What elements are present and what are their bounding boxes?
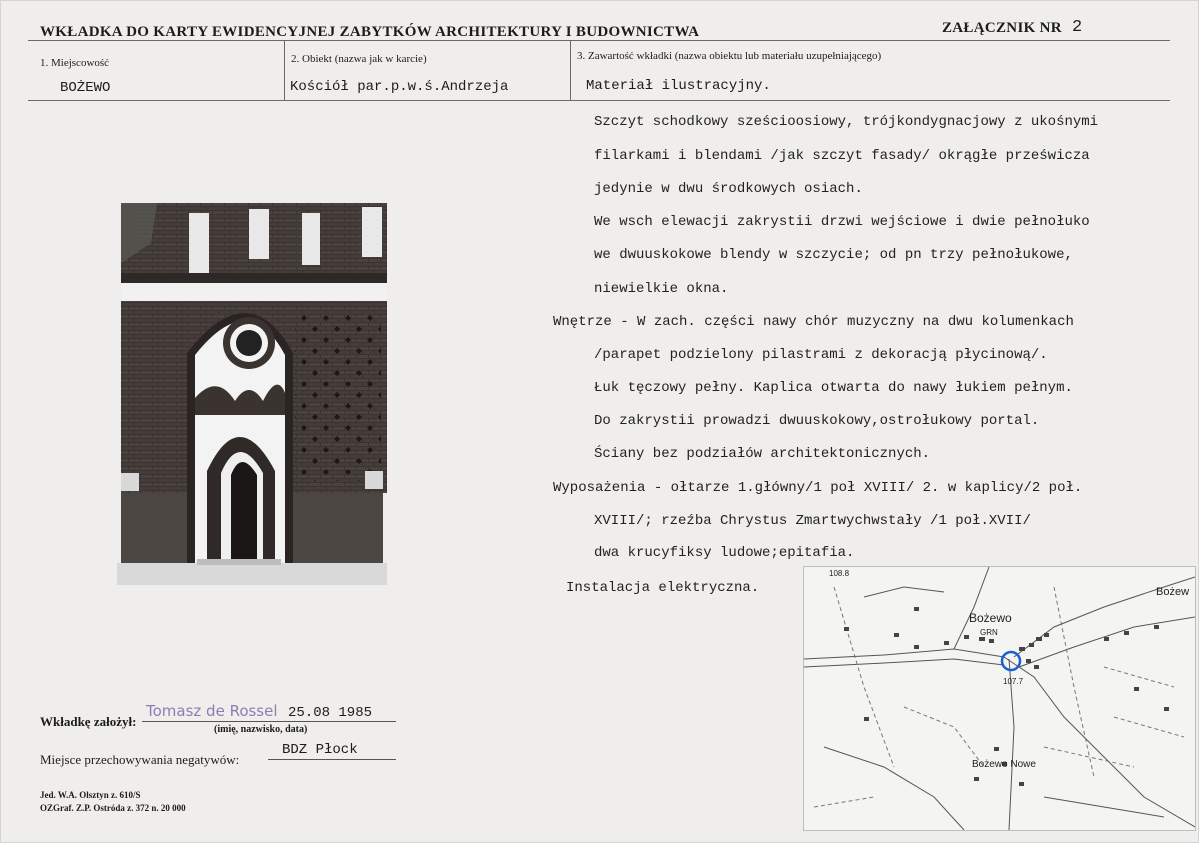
header-rule-top [28, 40, 1170, 41]
founder-label: Wkładkę założył: [40, 714, 137, 729]
description-line: XVIII/; rzeźba Chrystus Zmartwychwstały /1 poł.XVII/ [594, 513, 1031, 529]
print-line-2: OZGraf. Z.P. Ostróda z. 372 n. 20 000 [40, 803, 186, 813]
annex-label: ZAŁĄCZNIK NR [942, 20, 1062, 36]
founder-line [142, 721, 396, 722]
description-line: Wyposażenia - ołtarze 1.główny/1 poł XVIII/ 2. w kaplicy/2 poł. [553, 480, 1083, 496]
founder-name: Tomasz de Rossel [146, 702, 278, 720]
location-map [803, 566, 1196, 831]
description-line: We wsch elewacji zakrystii drzwi wejściowe i dwie pełnołuko [594, 214, 1090, 230]
description-line: Do zakrystii prowadzi dwuuskokowy,ostrołukowy portal. [594, 413, 1040, 429]
header-divider-2 [570, 41, 571, 100]
object-label: 2. Obiekt (nazwa jak w karcie) [291, 53, 427, 65]
description-line: jedynie w dwu środkowych osiach. [594, 181, 863, 197]
negatives-label: Miejsce przechowywania negatywów: [40, 752, 240, 767]
description-line: Szczyt schodkowy sześcioosiowy, trójkondygnacjowy z ukośnymi [594, 114, 1099, 130]
locality-label: 1. Miejscowość [40, 57, 110, 69]
founder-date: 25.08 1985 [288, 705, 373, 721]
locality-value: BOŻEWO [60, 80, 111, 96]
header-rule-bottom [28, 100, 1170, 101]
church-photo [117, 203, 387, 585]
description-line: filarkami i blendami /jak szczyt fasady/ okrągłe prześwicza [594, 148, 1090, 164]
object-value: Kościół par.p.w.ś.Andrzeja [290, 79, 509, 95]
description-line: /parapet podzielony pilastrami z dekoracją płycinową/. [594, 347, 1048, 363]
description-line: Ściany bez podziałów architektonicznych. [594, 446, 931, 462]
description-line: niewielkie okna. [594, 281, 729, 297]
map-label-elevation: 107.7 [1003, 677, 1024, 686]
description-line: Instalacja elektryczna. [566, 580, 760, 596]
description-line: we dwuuskokowe blendy w szczycie; od pn trzy pełnołukowe, [594, 247, 1073, 263]
print-line-1: Jed. W.A. Olsztyn z. 610/S [40, 790, 141, 800]
negatives-value: BDZ Płock [282, 742, 358, 758]
card-title: WKŁADKA DO KARTY EWIDENCYJNEJ ZABYTKÓW ARCHITEKTURY I BUDOWNICTWA [40, 24, 700, 40]
content-value: Materiał ilustracyjny. [586, 78, 771, 94]
annex-number: 2 [1072, 18, 1083, 37]
map-label-bozewo-nowe: Bożewo Nowe [972, 759, 1036, 770]
founder-hint: (imię, nazwisko, data) [214, 724, 308, 735]
negatives-line [268, 759, 396, 760]
description-line: Łuk tęczowy pełny. Kaplica otwarta do nawy łukiem pełnym. [594, 380, 1073, 396]
map-label-bozew-edge: Bożew [1156, 586, 1190, 598]
description-line: dwa krucyfiksy ludowe;epitafia. [594, 545, 855, 561]
header-divider-1 [284, 41, 285, 100]
content-label: 3. Zawartość wkładki (nazwa obiektu lub materiału uzupełniającego) [577, 50, 882, 62]
map-label-grn: GRN [980, 628, 998, 637]
map-label-elevation-top: 108.8 [829, 569, 850, 578]
description-line: Wnętrze - W zach. części nawy chór muzyczny na dwu kolumenkach [553, 314, 1074, 330]
map-label-bozewo: Bożewo [969, 611, 1012, 625]
